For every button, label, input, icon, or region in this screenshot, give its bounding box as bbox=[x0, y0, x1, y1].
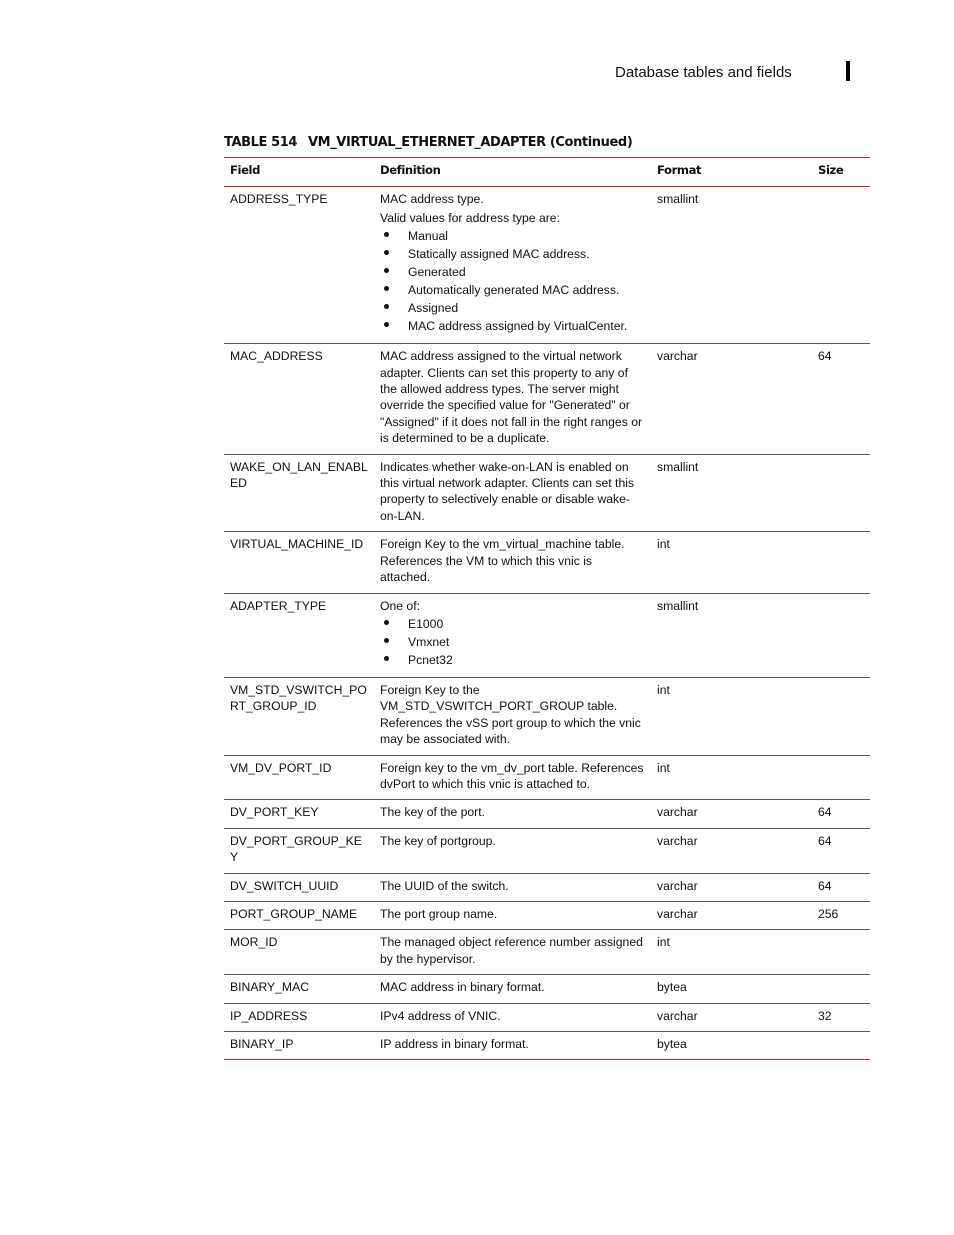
size-cell: 64 bbox=[812, 873, 870, 901]
format-cell: int bbox=[651, 532, 812, 593]
format-cell: int bbox=[651, 677, 812, 755]
format-cell: int bbox=[651, 930, 812, 975]
format-cell: smallint bbox=[651, 454, 812, 532]
definition-text: MAC address type. bbox=[380, 192, 484, 207]
definition-cell: The managed object reference number assigned by the hypervisor. bbox=[374, 930, 651, 975]
field-cell: MOR_ID bbox=[224, 930, 374, 975]
format-cell: varchar bbox=[651, 873, 812, 901]
header-bar bbox=[846, 61, 850, 81]
bullet-item: MAC address assigned by VirtualCenter. bbox=[380, 318, 645, 334]
definition-cell: MAC address assigned to the virtual network adapter. Clients can set this property to any of the allowed address types. The server might override the specified value for "Generated" or "Assigned" if it does not fall in the right ranges or is determined to be a duplicate. bbox=[374, 344, 651, 454]
table-row bbox=[224, 677, 870, 755]
table-row bbox=[224, 873, 870, 901]
format-cell: varchar bbox=[651, 344, 812, 454]
field-cell: ADAPTER_TYPE bbox=[224, 593, 374, 677]
field-cell: DV_SWITCH_UUID bbox=[224, 873, 374, 901]
field-cell: IP_ADDRESS bbox=[224, 1003, 374, 1031]
table-row bbox=[224, 828, 870, 873]
column-header-format: Format bbox=[651, 158, 812, 187]
running-header: Database tables and fields bbox=[615, 64, 792, 81]
field-cell: BINARY_IP bbox=[230, 1037, 294, 1051]
definition-text-extra: Valid values for address type are: bbox=[380, 210, 560, 225]
bullet-list bbox=[380, 228, 645, 334]
size-cell: 64 bbox=[812, 800, 870, 828]
size-cell bbox=[812, 755, 870, 800]
size-cell: 64 bbox=[812, 828, 870, 873]
table-row bbox=[224, 454, 870, 532]
column-header-size: Size bbox=[812, 158, 870, 187]
definition-cell: IP address in binary format. bbox=[380, 1037, 529, 1051]
bullet-list bbox=[380, 616, 645, 668]
size-cell bbox=[812, 1032, 870, 1060]
table-number: TABLE 514 bbox=[224, 135, 298, 150]
field-cell: BINARY_MAC bbox=[224, 975, 374, 1003]
size-cell bbox=[812, 930, 870, 975]
format-cell: bytea bbox=[651, 975, 812, 1003]
column-header-field: Field bbox=[224, 158, 374, 187]
format-cell: varchar bbox=[651, 901, 812, 929]
definition-cell: IPv4 address of VNIC. bbox=[374, 1003, 651, 1031]
table-row bbox=[224, 1003, 870, 1031]
table-caption bbox=[224, 135, 632, 150]
field-cell: DV_PORT_KEY bbox=[224, 800, 374, 828]
field-cell: DV_PORT_GROUP_KEY bbox=[224, 828, 374, 873]
format-cell: int bbox=[651, 755, 812, 800]
table-row bbox=[224, 930, 870, 975]
size-cell bbox=[812, 187, 870, 344]
definition-cell: Foreign key to the vm_dv_port table. References dvPort to which this vnic is attached to. bbox=[374, 755, 651, 800]
size-cell bbox=[812, 975, 870, 1003]
bullet-item: Manual bbox=[380, 228, 645, 244]
bullet-item: Generated bbox=[380, 264, 645, 280]
definition-cell bbox=[374, 593, 651, 677]
definition-cell: Foreign Key to the VM_STD_VSWITCH_PORT_GROUP table. References the vSS port group to which the vnic may be associated with. bbox=[374, 677, 651, 755]
format-cell: bytea bbox=[657, 1037, 687, 1051]
table-row bbox=[224, 755, 870, 800]
size-cell: 256 bbox=[812, 901, 870, 929]
bullet-item: Automatically generated MAC address. bbox=[380, 282, 645, 298]
field-cell: PORT_GROUP_NAME bbox=[224, 901, 374, 929]
format-cell: varchar bbox=[651, 800, 812, 828]
table-row bbox=[224, 532, 870, 593]
table-row bbox=[224, 1032, 870, 1060]
data-table bbox=[224, 157, 870, 1060]
definition-text: One of: bbox=[380, 598, 420, 613]
table-title: VM_VIRTUAL_ETHERNET_ADAPTER (Continued) bbox=[308, 135, 633, 150]
table-row bbox=[224, 344, 870, 454]
bullet-item: Vmxnet bbox=[380, 634, 645, 650]
table-row bbox=[224, 800, 870, 828]
table-row bbox=[224, 593, 870, 677]
size-cell bbox=[812, 677, 870, 755]
size-cell: 64 bbox=[812, 344, 870, 454]
field-cell: VIRTUAL_MACHINE_ID bbox=[224, 532, 374, 593]
definition-cell: The key of portgroup. bbox=[374, 828, 651, 873]
definition-cell: The port group name. bbox=[374, 901, 651, 929]
size-cell bbox=[812, 532, 870, 593]
definition-cell bbox=[374, 187, 651, 344]
format-cell: varchar bbox=[651, 828, 812, 873]
table-row bbox=[224, 901, 870, 929]
definition-cell: The key of the port. bbox=[374, 800, 651, 828]
format-cell: varchar bbox=[651, 1003, 812, 1031]
field-cell: VM_DV_PORT_ID bbox=[224, 755, 374, 800]
column-header-definition: Definition bbox=[374, 158, 651, 187]
bullet-item: Pcnet32 bbox=[380, 652, 645, 668]
bullet-item: Assigned bbox=[380, 300, 645, 316]
field-cell: ADDRESS_TYPE bbox=[224, 187, 374, 344]
field-cell: WAKE_ON_LAN_ENABLED bbox=[224, 454, 374, 532]
definition-cell: MAC address in binary format. bbox=[374, 975, 651, 1003]
table-row bbox=[224, 975, 870, 1003]
format-cell: smallint bbox=[651, 593, 812, 677]
size-cell: 32 bbox=[812, 1003, 870, 1031]
definition-cell: Foreign Key to the vm_virtual_machine table. References the VM to which this vnic is attached. bbox=[374, 532, 651, 593]
bullet-item: E1000 bbox=[380, 616, 645, 632]
bullet-item: Statically assigned MAC address. bbox=[380, 246, 645, 262]
table-row bbox=[224, 187, 870, 344]
field-cell: VM_STD_VSWITCH_PORT_GROUP_ID bbox=[224, 677, 374, 755]
field-cell: MAC_ADDRESS bbox=[224, 344, 374, 454]
definition-cell: Indicates whether wake-on-LAN is enabled on this virtual network adapter. Clients can set this property to selectively enable or disable wake-on-LAN. bbox=[374, 454, 651, 532]
size-cell bbox=[812, 593, 870, 677]
definition-cell: The UUID of the switch. bbox=[374, 873, 651, 901]
header-row bbox=[224, 158, 870, 187]
size-cell bbox=[812, 454, 870, 532]
format-cell: smallint bbox=[651, 187, 812, 344]
